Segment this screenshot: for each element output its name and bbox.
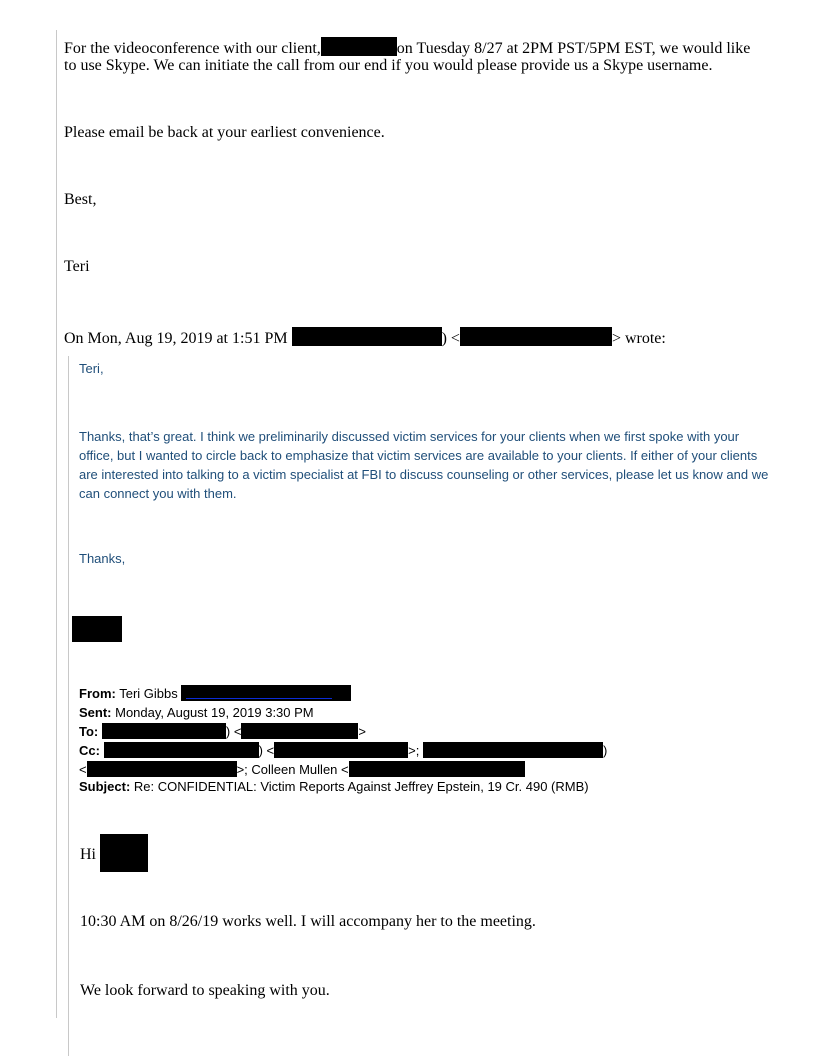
reply-line-2: to use Skype. We can initiate the call from our end if you would please provide us a Skype username. xyxy=(64,57,713,74)
cc2-mid: >; Colleen Mullen < xyxy=(236,762,349,777)
attribution-date: On Mon, Aug 19, 2019 at 1:51 PM xyxy=(64,330,288,347)
reply-line-1-end: on Tuesday 8/27 at 2PM PST/5PM EST, we would like xyxy=(396,40,751,57)
quoted-greeting: Teri, xyxy=(79,361,104,376)
earlier-line-2: We look forward to speaking with you. xyxy=(80,982,330,999)
redaction xyxy=(349,761,525,777)
redaction xyxy=(87,761,237,777)
attribution-mid: ) < xyxy=(441,330,460,347)
quoted-body: Thanks, that’s great. I think we preliminarily discussed victim services for your clients when we first spoke with your office, but I wanted to circle back to emphasize that victim services are available to your clients. If either of your clients are interested into talking to a victim specialist at FBI to discuss counseling or other services, please let us know and we can connect you with them. xyxy=(79,429,769,501)
redaction xyxy=(423,742,603,758)
subject-value: Re: CONFIDENTIAL: Victim Reports Against Jeffrey Epstein, 19 Cr. 490 (RMB) xyxy=(133,779,589,794)
nested-quote-bar xyxy=(68,356,69,1056)
reply-line-1 xyxy=(64,37,750,58)
earlier-line-1: 10:30 AM on 8/26/19 works well. I will accompany her to the meeting. xyxy=(80,913,536,930)
redaction xyxy=(321,37,397,56)
redaction xyxy=(102,723,226,739)
cc2-lt: < xyxy=(79,762,87,777)
attribution-suffix: > wrote: xyxy=(611,330,666,347)
from-label: From: xyxy=(79,686,116,701)
header-to xyxy=(79,722,366,741)
reply-closing: Best, xyxy=(64,191,97,208)
header-from xyxy=(79,684,351,703)
cc-sep: >; xyxy=(408,743,420,758)
reply-line-1-start: For the videoconference with our client, xyxy=(64,40,321,57)
redaction xyxy=(274,742,408,758)
sent-value: Monday, August 19, 2019 3:30 PM xyxy=(115,705,314,720)
redacted-signature xyxy=(72,616,122,642)
header-cc xyxy=(79,741,607,760)
to-mid: ) < xyxy=(225,724,242,739)
redaction xyxy=(292,327,442,346)
earlier-greeting-text: Hi xyxy=(80,846,96,863)
cc-label: Cc: xyxy=(79,743,100,758)
email-link-underline xyxy=(186,698,332,699)
quote-attribution xyxy=(64,327,666,348)
from-value: Teri Gibbs xyxy=(119,686,178,701)
redaction xyxy=(460,327,612,346)
redacted-name xyxy=(100,834,148,872)
reply-request: Please email be back at your earliest convenience. xyxy=(64,124,385,141)
cc-paren: ) xyxy=(602,743,608,758)
reply-quote-bar xyxy=(56,30,57,1018)
header-subject xyxy=(79,777,589,796)
quoted-closing: Thanks, xyxy=(79,551,126,566)
reply-signature: Teri xyxy=(64,258,90,275)
to-end: > xyxy=(358,724,367,739)
redaction xyxy=(104,742,259,758)
header-sent xyxy=(79,703,314,722)
earlier-greeting xyxy=(80,845,96,864)
subject-label: Subject: xyxy=(79,779,131,794)
to-label: To: xyxy=(79,724,99,739)
redaction xyxy=(241,723,358,739)
sent-label: Sent: xyxy=(79,705,112,720)
cc-mid: ) < xyxy=(258,743,275,758)
